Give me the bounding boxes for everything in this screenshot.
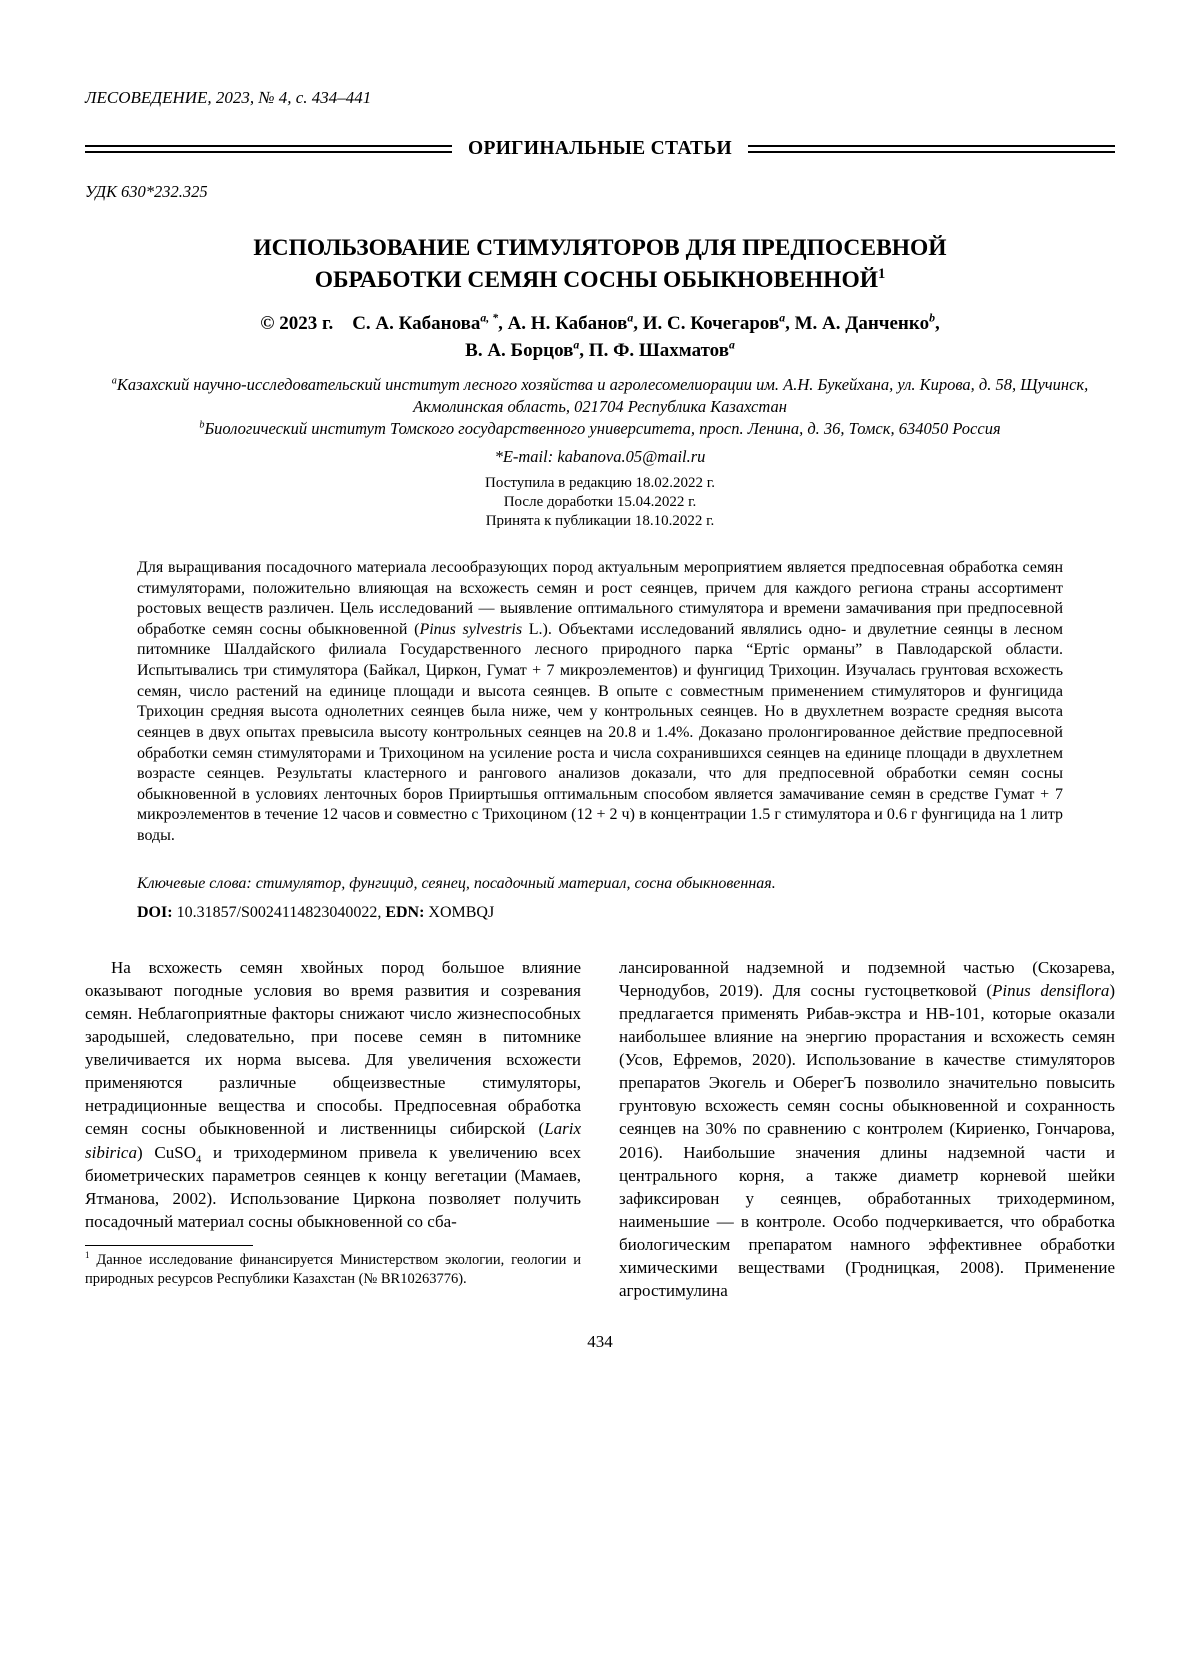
right-double-rule [748,145,1115,153]
udk-code: УДК 630*232.325 [85,182,208,201]
left-column [85,956,581,1303]
doi-line: DOI: 10.31857/S0024114823040022, EDN: XOMBQJ [137,903,495,921]
keywords-line: Ключевые слова: стимулятор, фунгицид, сеянец, посадочный материал, сосна обыкновенная. [137,874,776,892]
received-line: Поступила в редакцию 18.02.2022 г. [484,474,715,491]
body-paragraph-right: лансированной надземной и подземной частью (Скозарева, Чернодубов, 2019). Для сосны густоцветковой (Pinus densiflora) предлагается применять Рибав-экстра и НВ-101, которые оказали наибольшее влияние на энергию прорастания и всхожесть семян (Усов, Ефремов, 2020). Использование в качестве стимуляторов препаратов Экогель и ОберегЪ позволило значительно повысить грунтовую всхожесть семян сосны обыкновенной и сохранность сеянцев на 30% по сравнению с контролем (Кириенко, Гончарова, 2016). Наибольшие значения длины надземной части и центрального корня, а также диаметр корневой шейки зафиксирован у сеянцев, обработанных триходермином, наименьшие — в контроле. Особо подчеркивается, что обработка биологическим препаратом намного эффективнее обработки химическими веществами (Гродницкая, 2008). Применение агростимулина [619,957,1116,1301]
authors-block [85,310,1115,365]
dates-block [85,474,1115,531]
accepted-line: Принята к публикации 18.10.2022 г. [485,512,715,529]
body-paragraph-left: На всхожесть семян хвойных пород большое влияние оказывают погодные условия во время развития и созревания семян. Неблагоприятные факторы снижают число жизнеспособных зародышей, следовательно, при посеве семян в питомнике увеличивается их норма высева. Для увеличения всхожести применяются различные общеизвестные стимуляторы, нетрадиционные вещества и способы. Предпосевная обработка семян сосны обыкновенной и лиственницы сибирской (Larix sibirica) CuSO$_4$ и триходермином привела к увеличению всех биометрических параметров сеянцев к концу вегетации (Мамаев, Ятманова, 2002). Использование Циркона позволяет получить посадочный материал сосны обыкновенной со сба- [85,957,581,1231]
affiliations-block [85,374,1115,441]
left-double-rule [85,145,452,153]
footnote-separator [85,1245,253,1246]
page-number: 434 [587,1332,613,1352]
footnote-block [85,1245,581,1289]
section-header [85,138,1115,160]
body-columns [85,956,1115,1303]
revised-line: После доработки 15.04.2022 г. [503,493,697,510]
email-line: *E-mail: kabanova.05@mail.ru [494,446,706,466]
right-column [619,956,1115,1303]
affiliation-a: $^a$Казахский научно-исследовательский институт лесного хозяйства и агролесомелиорации им. А.Н. Букейхана, ул. Кирова, д. 58, Щучинск, Акмолинская область, 021704 Республика Казахстан [111,374,1089,417]
title-line-1: ИСПОЛЬЗОВАНИЕ СТИМУЛЯТОРОВ ДЛЯ ПРЕДПОСЕВНОЙ [253,235,947,261]
title-line-2: ОБРАБОТКИ СЕМЯН СОСНЫ ОБЫКНОВЕННОЙ$^1$ [314,266,886,294]
journal-header: ЛЕСОВЕДЕНИЕ, 2023, № 4, с. 434–441 [85,88,372,107]
footnote-text: $^1$ Данное исследование финансируется Министерством экологии, геологии и природных ресурсов Республики Казахстан (№ BR10263776). [85,1250,581,1288]
authors-line-1: © 2023 г. С. А. Кабанова$^{a, *}$, А. Н. Кабанов$^a$, И. С. Кочегаров$^a$, М. А. Данченко$^b$, [260,311,940,334]
authors-line-2: В. А. Борцов$^a$, П. Ф. Шахматов$^a$ [465,339,735,362]
abstract-paragraph: Для выращивания посадочного материала лесообразующих пород актуальным мероприятием является предпосевная обработка семян стимуляторами, положительно влияющая на всхожесть семян и рост сеянцев, причем для каждого региона страны ассортимент ростовых веществ различен. Цель исследований — выявление оптимального стимулятора и времени замачивания при предпосевной обработке семян сосны обыкновенной (Pinus sylvestris L.). Объектами исследований являлись одно- и двулетние сеянцы в лесном питомнике Шалдайского филиала Государственного лесного природного парка “Ертіс орманы” в Павлодарской области. Испытывались три стимулятора (Байкал, Циркон, Гумат + 7 микроэлементов) и фунгицид Трихоцин. Изучалась грунтовая всхожесть семян, число растений на единице площади и высота сеянцев. В опыте с совместным применением стимуляторов и фунгицида Трихоцин средняя высота однолетних сеянцев была ниже, чем у контрольных сеянцев. Но в двухлетнем возрасте средняя высота сеянцев в двух опытах превысила высоту контрольных сеянцев на 20.8 и 1.4%. Доказано пролонгированное действие предпосевной обработки семян стимуляторами и Трихоцином на усиление роста и числа сохранившихся сеянцев на единице площади в двухлетнем возрасте сеянцев. Результаты кластерного и рангового анализов доказали, что для предпосевной обработки семян сосны обыкновенной в условиях ленточных боров Прииртышья оптимальным способом является замачивание семян в средстве Гумат + 7 микроэлементов в течение 12 часов и совместно с Трихоцином (12 + 2 ч) в концентрации 1.5 г стимулятора и 0.6 г фунгицида на 1 литр воды. [137,558,1063,844]
article-title [85,232,1115,297]
affiliation-b: $^b$Биологический институт Томского государственного университета, просп. Ленина, д. 36, Томск, 634050 Россия [199,419,1001,439]
section-label: ОРИГИНАЛЬНЫЕ СТАТЬИ [468,138,732,159]
